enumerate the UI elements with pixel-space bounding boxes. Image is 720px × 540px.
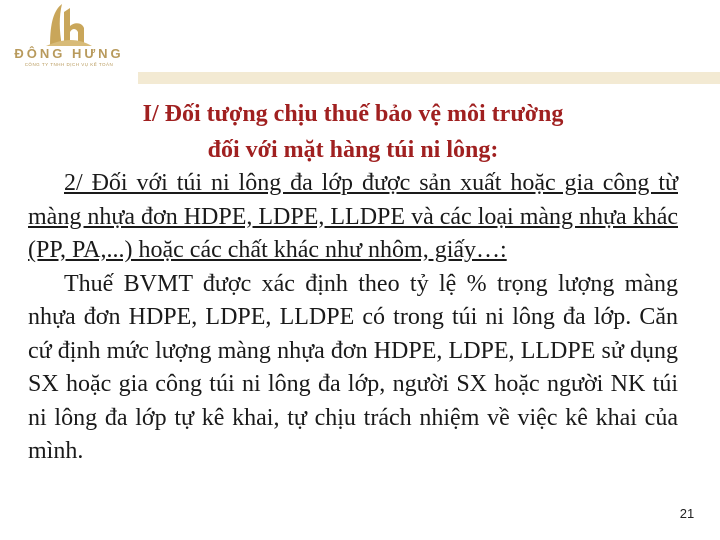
- company-logo: [4, 2, 134, 74]
- body-paragraph: [28, 268, 678, 469]
- point-2-underlined: 2/ Đối với túi ni lông đa lớp được sản xuất hoặc gia công từ màng nhựa đơn HDPE, LDPE, LLDPE và các loại màng nhựa khác (PP, PA,...) hoặc các chất khác như nhôm, giấy…:: [28, 170, 678, 263]
- page-number: 21: [679, 506, 695, 521]
- body-paragraph-text: Thuế BVMT được xác định theo tỷ lệ % trọng lượng màng nhựa đơn HDPE, LDPE, LLDPE có trong túi ni lông đa lớp. Căn cứ định mức lượng màng nhựa đơn HDPE, LDPE, LLDPE sử dụng SX hoặc gia công túi ni lông đa lớp, người SX hoặc người NK túi ni lông đa lớp tự kê khai, tự chịu trách nhiệm về việc kê khai của mình.: [28, 270, 678, 464]
- slide-body: [28, 167, 678, 469]
- title-line-1: I/ Đối tượng chịu thuế bảo vệ môi trường: [142, 101, 564, 127]
- logo-subtitle: CÔNG TY TNHH DỊCH VỤ KẾ TOÁN: [24, 62, 114, 67]
- logo-brand-name: ĐÔNG HƯNG: [14, 46, 124, 61]
- point-2-text: [28, 167, 678, 268]
- slide-title: [28, 96, 678, 168]
- gold-h-emblem-icon: [44, 2, 94, 48]
- header-band: [138, 72, 720, 84]
- title-line-2: đối với mặt hàng túi ni lông:: [207, 137, 499, 163]
